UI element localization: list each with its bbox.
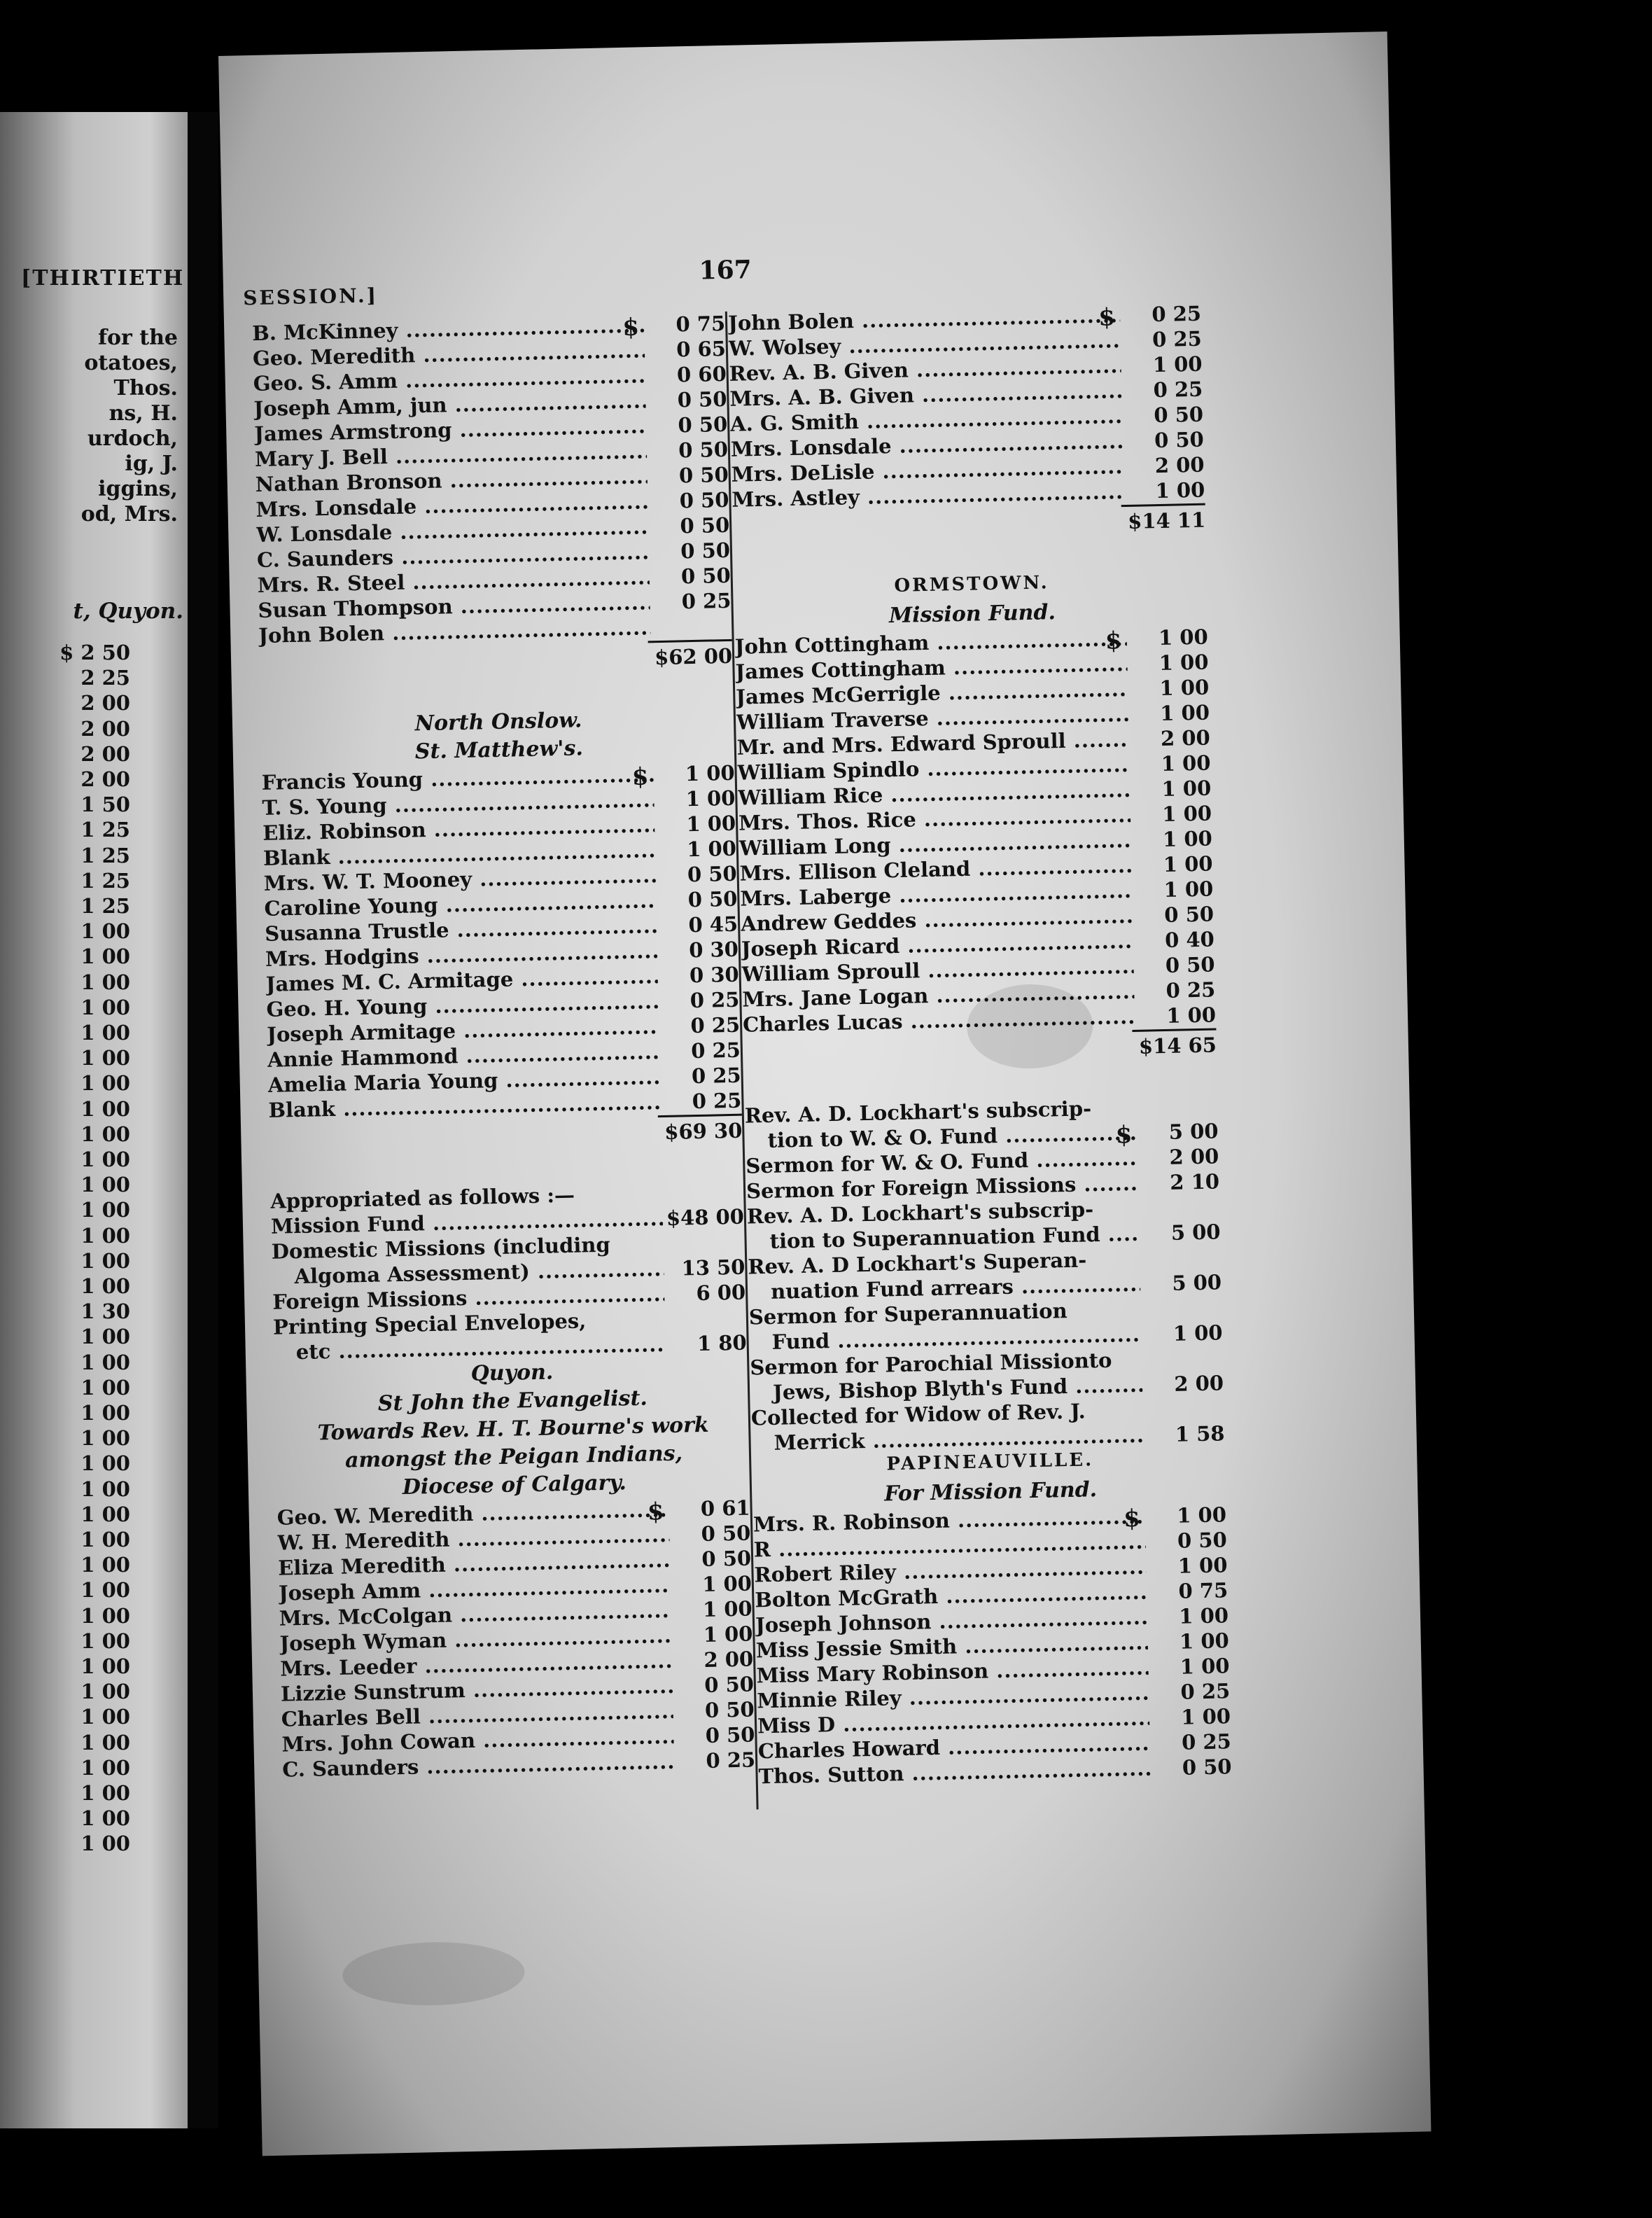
section-heading: North Onslow. [414, 708, 582, 737]
entry-name-text: Joseph Amm, jun [253, 393, 447, 421]
place-heading: ORMSTOWN. [894, 572, 1049, 597]
entry-name-text: A. G. Smith [729, 409, 860, 436]
entry-name-text: Joseph Ricard [741, 933, 900, 961]
entry-amount: 5 00 [1168, 1119, 1219, 1144]
entry-name-text: Charles Howard [757, 1735, 941, 1764]
entry-name-text: Mrs. W. T. Mooney [263, 867, 472, 895]
entry-amount: 0 25 [1166, 977, 1216, 1003]
left-amount: 1 00 [80, 1274, 130, 1298]
entry-name-text: Blank [262, 844, 330, 870]
entry-amount: 0 45 [688, 912, 738, 937]
left-amount: 1 00 [80, 1148, 130, 1171]
entry-name-text: Sermon for W. & O. Fund [746, 1148, 1029, 1178]
left-amount: 2 00 [80, 691, 130, 716]
entry-name-text: R [753, 1537, 771, 1562]
dollar-sign: $ [1115, 1121, 1133, 1150]
entry-amount: 1 00 [1163, 877, 1214, 902]
left-amount: 1 25 [80, 818, 130, 842]
entry-name-text: Printing Special Envelopes, [272, 1309, 587, 1339]
entry-name-text: Mrs. Laberge [740, 884, 892, 911]
entry-amount: 1 00 [1180, 1654, 1230, 1679]
entry-name-text: John Cottingham [734, 630, 930, 659]
entry-name-text: Geo. S. Amm [253, 368, 398, 396]
left-amount: 1 00 [80, 970, 130, 994]
entry-name-text: T. S. Young [262, 793, 387, 820]
left-text-fragment: ig, J. [125, 452, 178, 476]
entry-name-text: Mary J. Bell [254, 445, 388, 472]
dollar-sign: $ [631, 762, 649, 791]
entry-name-text: Jews, Bishop Blyth's Fund [772, 1374, 1068, 1404]
entry-name-text: Domestic Missions (including [271, 1232, 611, 1264]
entry-amount: 1 80 [696, 1330, 748, 1356]
entry-name-text: Andrew Geddes [740, 908, 917, 936]
entry-amount: 0 50 [680, 538, 731, 564]
entry-amount: 1 00 [1161, 751, 1211, 776]
entry-amount: 0 25 [692, 1088, 742, 1114]
entry-amount: 2 00 [1169, 1144, 1219, 1169]
entry-amount: 1 00 [1155, 477, 1205, 503]
entry-name-text: Sermon for Foreign Missions [746, 1172, 1077, 1204]
entry-amount: 1 00 [1162, 826, 1213, 851]
entry-amount: 0 50 [680, 512, 730, 538]
entry-name-text: Mr. and Mrs. Edward Sproull [736, 728, 1066, 760]
entry-name-text: Nathan Bronson [255, 468, 442, 497]
entry-name-text: Appropriated as follows :— [270, 1183, 575, 1213]
entry-amount: 1 00 [1163, 851, 1213, 877]
entry-name-text: Joseph Wyman [279, 1628, 447, 1656]
entry-name-text: Mrs. Lonsdale [730, 433, 892, 461]
entry-name-text: W. H. Meredith [277, 1527, 450, 1555]
left-text-fragment: for the [98, 326, 178, 350]
entry-amount: 0 25 [1153, 377, 1203, 403]
entry-name-text: James McGerrigle [735, 681, 941, 709]
left-text-fragment: urdoch, [87, 426, 178, 451]
entry-amount: 0 25 [1152, 326, 1203, 352]
entry-amount: 1 00 [1161, 801, 1212, 826]
dollar-sign: $ [1105, 627, 1123, 655]
left-text-fragment: otatoes, [84, 351, 178, 375]
entry-amount: 0 30 [688, 937, 739, 963]
left-amount: 1 00 [80, 995, 130, 1019]
total-amount: $14 65 [1132, 1028, 1217, 1059]
entry-amount: 1 58 [1175, 1421, 1225, 1446]
entry-amount: 1 00 [1158, 625, 1209, 650]
left-amount: 1 00 [80, 1755, 130, 1780]
left-amount: 1 00 [80, 1477, 130, 1501]
section-heading: Mission Fund. [888, 600, 1056, 629]
left-amount: 1 00 [80, 1781, 130, 1805]
entry-amount: 0 50 [678, 437, 729, 463]
entry-name-text: Francis Young [261, 767, 424, 795]
entry-amount: 1 00 [1172, 1320, 1223, 1346]
right-page [218, 32, 1431, 2156]
entry-name-text: Mrs. Thos. Rice [738, 807, 917, 835]
left-amount: 1 00 [80, 1730, 130, 1755]
page-number: 167 [699, 255, 752, 286]
section-heading: Quyon. [470, 1360, 554, 1386]
entry-name-text: Amelia Maria Young [267, 1068, 498, 1097]
entry-name-text: Lizzie Sunstrum [280, 1678, 466, 1706]
total-amount: $62 00 [648, 639, 733, 670]
section-heading: amongst the Peigan Indians, [344, 1441, 683, 1473]
entry-amount: 1 00 [685, 786, 736, 811]
entry-name-text: Sermon for Superannuation [748, 1299, 1068, 1330]
entry-amount: 0 50 [704, 1672, 755, 1697]
section-heading: For Mission Fund. [883, 1477, 1098, 1507]
entry-amount: 0 50 [680, 563, 732, 589]
right-column [728, 302, 1235, 1790]
entry-amount: 0 50 [687, 861, 737, 887]
entry-amount: 1 00 [1179, 1628, 1230, 1654]
entry-amount: 1 00 [1161, 776, 1212, 802]
entry-name-text: John Bolen [258, 621, 385, 648]
entry-name-text: Foreign Missions [272, 1285, 468, 1314]
entry-amount: 0 50 [1154, 427, 1205, 453]
entry-amount: 0 65 [676, 336, 727, 362]
entry-amount: 1 00 [1152, 351, 1203, 377]
entry-amount: 0 50 [1165, 952, 1215, 977]
left-amount: 1 00 [80, 1071, 130, 1096]
entry-amount: 0 25 [1180, 1679, 1231, 1704]
entry-name-text: Joseph Amm [278, 1578, 421, 1605]
entry-amount: 0 60 [676, 361, 727, 387]
entry-amount: 0 40 [1164, 927, 1215, 952]
entry-amount: 0 25 [690, 1012, 741, 1038]
entry-amount: 0 50 [1182, 1755, 1232, 1780]
left-amount: 1 00 [80, 1426, 130, 1451]
left-amount: 1 00 [80, 1553, 130, 1577]
entry-name-text: Merrick [774, 1429, 865, 1455]
left-section-fragment: t, Quyon. [73, 599, 183, 624]
entry-amount: 1 00 [1180, 1704, 1231, 1729]
entry-amount: 0 50 [1154, 402, 1204, 428]
left-text-fragment: od, Mrs. [80, 502, 178, 526]
entry-amount: 6 00 [696, 1280, 746, 1306]
entry-amount: 1 00 [1166, 1003, 1217, 1028]
entry-name-text: Geo. Meredith [252, 343, 416, 371]
entry-name-text: Rev. A. D. Lockhart's subscrip- [746, 1197, 1094, 1229]
entry-name-text: Bolton McGrath [754, 1584, 939, 1612]
left-amount: 1 25 [80, 868, 130, 893]
entry-name-text: Mission Fund [270, 1211, 426, 1239]
entry-amount: 0 50 [678, 412, 728, 438]
entry-name-text: Sermon for Parochial Missionto [750, 1348, 1112, 1380]
left-amount: 1 00 [80, 1223, 130, 1248]
dollar-sign: $ [622, 313, 640, 342]
entry-amount: 1 00 [1159, 700, 1210, 726]
entry-amount: 0 50 [1163, 902, 1214, 927]
entry-name-text: James Armstrong [253, 418, 452, 447]
left-amount: 1 00 [80, 919, 130, 944]
entry-amount: 0 25 [1181, 1729, 1232, 1755]
entry-amount: $48 00 [666, 1204, 745, 1230]
left-amount: 1 00 [80, 1350, 130, 1374]
entry-name-text: Annie Hammond [267, 1044, 458, 1072]
entry-name-text: Eliz. Robinson [262, 818, 426, 845]
entry-name-text: Mrs. R. Steel [257, 570, 405, 597]
left-amount: 1 00 [80, 1528, 130, 1551]
entry-name-text: tion to Superannuation Fund [769, 1222, 1100, 1253]
entry-amount: 2 00 [1174, 1371, 1224, 1396]
entry-name-text: Rev. A. D Lockhart's Superan- [748, 1248, 1087, 1279]
entry-name-text: James Cottingham [735, 655, 946, 684]
entry-amount: 1 00 [686, 811, 736, 837]
entry-amount: 2 00 [704, 1647, 754, 1672]
entry-amount: 0 50 [705, 1722, 755, 1748]
entry-amount: 0 30 [689, 962, 739, 988]
entry-amount: 5 00 [1170, 1220, 1221, 1245]
entry-name-text: tion to W. & O. Fund [767, 1124, 998, 1152]
entry-name-text: William Spindlo [737, 757, 920, 785]
entry-name-text: Mrs. Lonsdale [255, 494, 417, 522]
entry-name-text: W. Lonsdale [255, 519, 393, 547]
entry-amount: 2 10 [1169, 1169, 1220, 1194]
section-heading: Diocese of Calgary. [402, 1470, 627, 1500]
entry-amount: 0 25 [706, 1748, 756, 1773]
left-amount: 2 00 [80, 716, 130, 741]
left-amount: 1 00 [80, 1198, 130, 1222]
left-amount: 1 00 [80, 1705, 130, 1729]
left-amount: 1 00 [80, 1096, 130, 1121]
left-amount: 1 00 [80, 1832, 130, 1856]
left-amount: 1 00 [80, 1046, 130, 1070]
running-head: SESSION.] [242, 284, 379, 310]
entry-name-text: Mrs. Hodgins [265, 944, 419, 971]
left-text-fragment: iggins, [98, 477, 178, 501]
section-heading: St John the Evangelist. [377, 1386, 648, 1416]
left-text-fragment: ns, H. [108, 401, 178, 426]
left-amount: 1 25 [80, 894, 130, 918]
entry-name-text: Susan Thompson [258, 594, 453, 622]
entry-amount: 1 00 [686, 836, 737, 862]
left-amount: 1 00 [80, 1401, 130, 1425]
entry-amount: 2 00 [1154, 452, 1205, 478]
left-amount: 1 00 [80, 1628, 130, 1653]
entry-name-text: Thos. Sutton [758, 1762, 904, 1789]
entry-amount: 1 00 [702, 1596, 752, 1621]
entry-amount: 1 00 [703, 1621, 753, 1647]
left-amount: 1 00 [80, 1680, 130, 1704]
left-amount: 2 00 [80, 741, 130, 766]
entry-name-text: Mrs. R. Robinson [752, 1508, 951, 1537]
dollar-sign: $ [1123, 1504, 1141, 1533]
section-heading: Towards Rev. H. T. Bourne's work [317, 1412, 709, 1446]
entry-name-text: Joseph Armitage [266, 1019, 456, 1047]
entry-amount: 0 25 [690, 1038, 741, 1063]
entry-name-text: Caroline Young [264, 893, 438, 921]
entry-amount: 0 50 [679, 487, 729, 513]
total-amount: $69 30 [658, 1114, 743, 1145]
left-amount: 1 00 [80, 1325, 130, 1349]
entry-amount: 1 00 [1177, 1553, 1228, 1578]
entry-amount: 0 50 [1177, 1528, 1228, 1553]
dollar-sign: $ [1098, 303, 1116, 332]
entry-amount: 1 00 [685, 760, 735, 786]
left-amount: 1 00 [80, 1375, 130, 1400]
entry-amount: 2 00 [1160, 725, 1211, 751]
entry-amount: 1 00 [1178, 1603, 1229, 1628]
entry-amount: 0 25 [690, 987, 740, 1013]
entry-name-text: Miss Jessie Smith [755, 1634, 958, 1663]
entry-amount: 0 61 [700, 1495, 750, 1521]
entry-amount: 0 75 [676, 311, 726, 337]
left-amount: 1 00 [80, 1603, 130, 1628]
entry-amount: 1 00 [1176, 1502, 1227, 1528]
place-heading: PAPINEAUVILLE. [886, 1449, 1094, 1475]
left-amount: 1 00 [80, 1173, 130, 1197]
entry-name-text: William Sproull [741, 958, 920, 986]
entry-name-text: Joseph Johnson [755, 1610, 932, 1638]
left-column [252, 312, 759, 1783]
entry-amount: 0 50 [701, 1546, 752, 1572]
entry-name-text: Rev. A. B. Given [729, 358, 909, 386]
entry-amount: 0 25 [1152, 301, 1202, 327]
entry-name-text: Miss D [757, 1713, 836, 1738]
entry-name-text: Algoma Assessment) [294, 1260, 531, 1289]
left-amount: 1 00 [80, 1654, 130, 1678]
entry-amount: 0 50 [687, 886, 738, 912]
entry-name-text: Minnie Riley [757, 1686, 902, 1713]
left-amount: 1 50 [80, 793, 130, 817]
entry-amount: 1 00 [701, 1571, 752, 1596]
entry-name-text: Eliza Meredith [277, 1552, 447, 1580]
entry-name-text: James M. C. Armitage [265, 967, 514, 996]
entry-name-text: William Long [738, 833, 891, 860]
left-amount: 1 00 [80, 1122, 130, 1146]
entry-name-text: Collected for Widow of Rev. J. [750, 1399, 1086, 1430]
entry-name-text: etc [295, 1339, 331, 1365]
total-amount: $14 11 [1121, 503, 1206, 534]
left-amount: 1 00 [80, 944, 130, 969]
entry-name-text: B. McKinney [251, 318, 398, 346]
entry-name-text: William Traverse [736, 706, 929, 734]
left-amount: 2 00 [80, 767, 130, 791]
left-text-fragment: Thos. [113, 376, 178, 400]
entry-amount: 0 25 [681, 588, 732, 614]
entry-name-text: Mrs. Astley [732, 484, 860, 512]
dollar-sign: $ [647, 1498, 664, 1526]
entry-amount: 1 00 [1159, 675, 1210, 701]
entry-name-text: C. Saunders [256, 545, 394, 573]
entry-name-text: Geo. H. Young [266, 994, 428, 1021]
entry-amount: 0 50 [701, 1521, 751, 1547]
entry-name-text: Mrs. Ellison Cleland [739, 856, 971, 886]
entry-amount: 0 50 [704, 1697, 755, 1722]
entry-name-text: Mrs. John Cowan [281, 1728, 476, 1757]
left-amount: 1 25 [80, 843, 130, 867]
left-amount: 1 00 [80, 1021, 130, 1045]
entry-name-text: Robert Riley [754, 1560, 897, 1587]
section-heading: St. Matthew's. [414, 736, 584, 765]
entry-amount: 0 50 [678, 462, 729, 488]
entry-amount: 5 00 [1172, 1270, 1222, 1295]
entry-name-text: John Bolen [727, 309, 855, 335]
entry-name-text: Mrs. McColgan [279, 1603, 453, 1631]
entry-name-text: Susanna Trustle [264, 918, 449, 946]
entry-amount: 1 00 [1158, 650, 1209, 676]
entry-name-text: William Rice [737, 783, 883, 810]
entry-name-text: Geo. W. Meredith [276, 1501, 474, 1530]
entry-amount: 0 50 [677, 386, 727, 412]
left-amount: 1 00 [80, 1806, 130, 1831]
entry-name-text: Charles Bell [281, 1704, 421, 1731]
entry-name-text: Fund [771, 1329, 830, 1354]
entry-name-text: Mrs. Jane Logan [742, 984, 929, 1012]
entry-name-text: Mrs. A. B. Given [729, 383, 915, 411]
entry-name-text: Charles Lucas [742, 1009, 903, 1037]
left-amount: 2 25 [80, 666, 130, 690]
left-page-fragment [0, 112, 188, 2128]
left-amount: 1 00 [80, 1502, 130, 1526]
entry-name-text: Miss Mary Robinson [756, 1659, 989, 1688]
entry-name-text: Blank [268, 1096, 336, 1122]
left-amount: 1 00 [80, 1248, 130, 1273]
entry-name-text: C. Saunders [281, 1755, 419, 1782]
left-amount: $ 2 50 [59, 641, 130, 664]
page-stain [342, 1940, 526, 2007]
left-running-head: [THIRTIETH [21, 266, 185, 291]
left-amount: 1 00 [80, 1578, 130, 1603]
entry-amount: 0 25 [691, 1063, 742, 1089]
entry-name-text: Mrs. Leeder [279, 1654, 417, 1681]
entry-name-text: nuation Fund arrears [770, 1274, 1014, 1304]
entry-name-text: W. Wolsey [728, 334, 841, 361]
entry-name-text: Mrs. DeLisle [731, 459, 875, 487]
book-gutter [188, 112, 218, 2128]
left-amount: 1 30 [80, 1299, 130, 1324]
entry-amount: 13 50 [681, 1255, 746, 1281]
entry-name-text: Rev. A. D. Lockhart's subscrip- [744, 1096, 1092, 1128]
entry-amount: 0 75 [1178, 1578, 1228, 1603]
left-amount: 1 00 [80, 1451, 130, 1476]
